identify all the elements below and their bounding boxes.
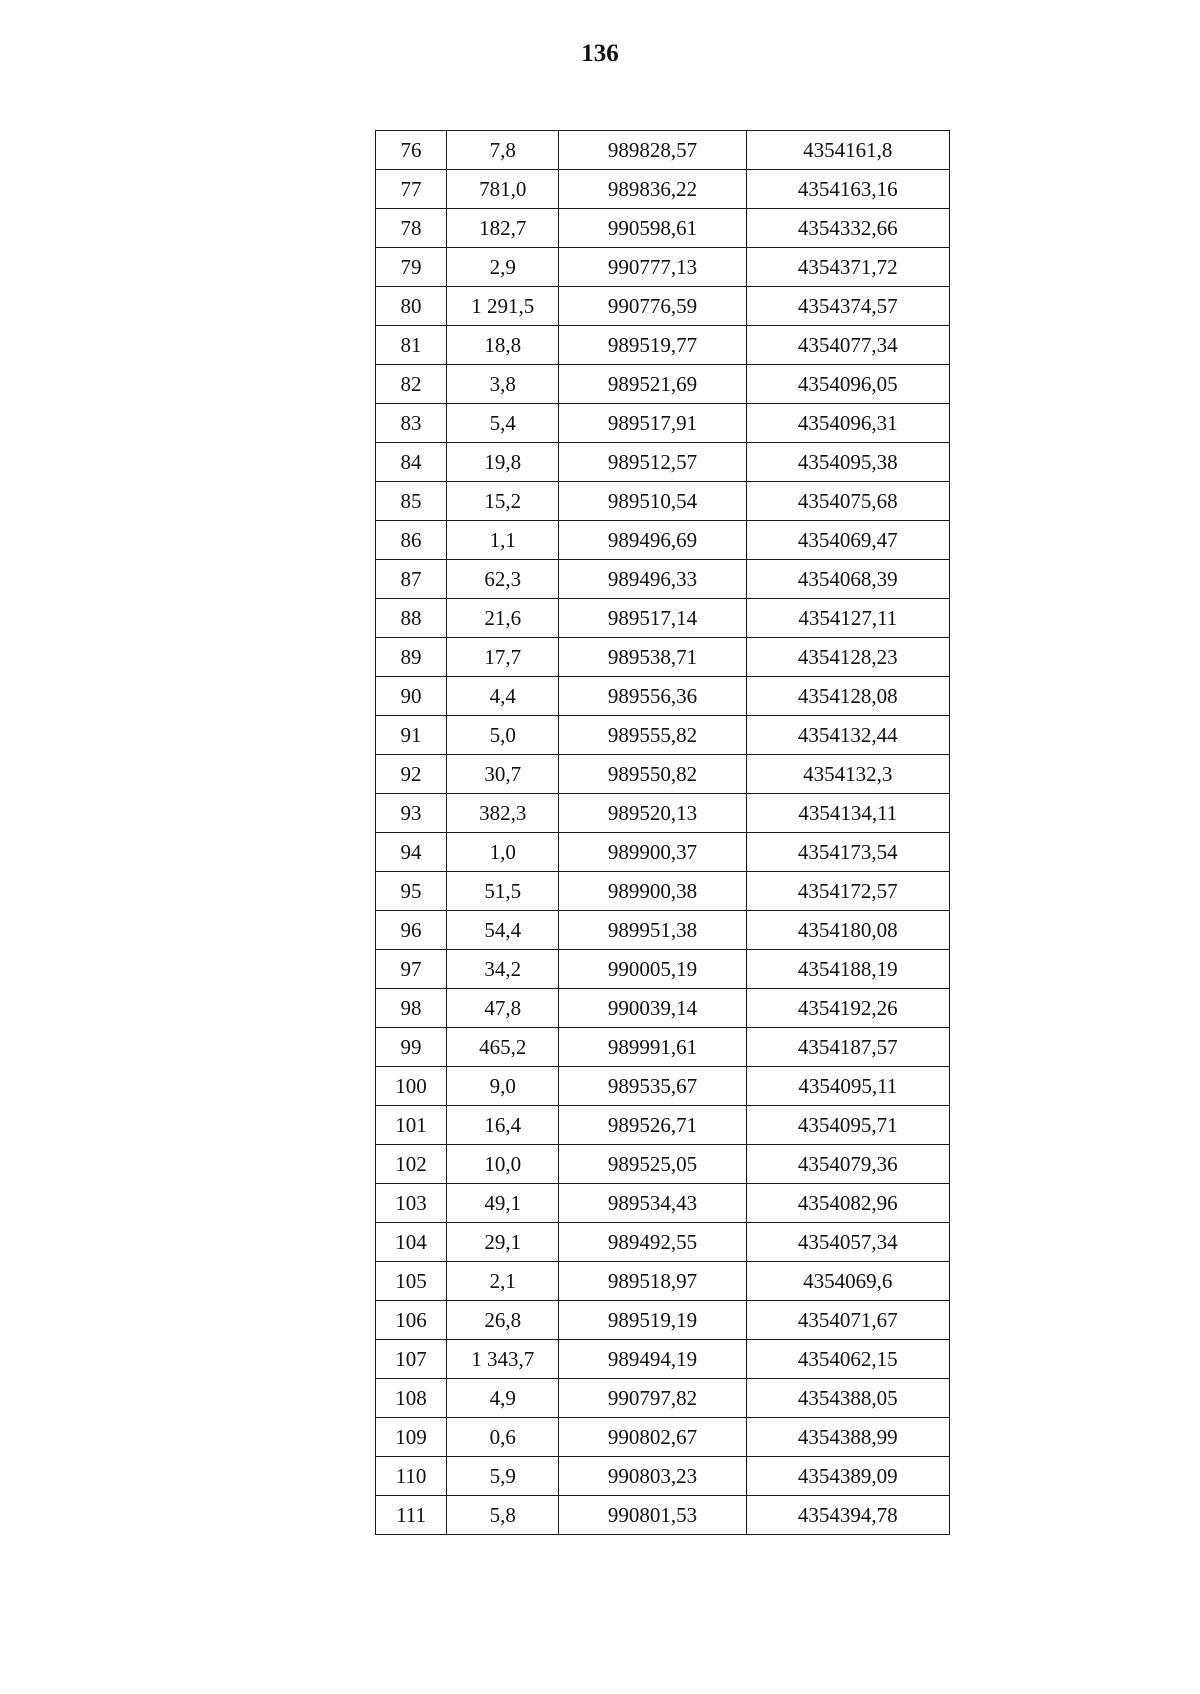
- table-row: [376, 170, 950, 209]
- row-number-cell: 77: [376, 170, 447, 209]
- y-coordinate-cell: 4354389,09: [746, 1457, 949, 1496]
- y-coordinate-cell: 4354188,19: [746, 950, 949, 989]
- x-coordinate-cell: 989519,77: [559, 326, 746, 365]
- x-coordinate-cell: 990801,53: [559, 1496, 746, 1535]
- row-number-cell: 102: [376, 1145, 447, 1184]
- x-coordinate-cell: 989900,38: [559, 872, 746, 911]
- x-coordinate-cell: 989492,55: [559, 1223, 746, 1262]
- value-cell: 0,6: [447, 1418, 559, 1457]
- row-number-cell: 90: [376, 677, 447, 716]
- row-number-cell: 89: [376, 638, 447, 677]
- x-coordinate-cell: 990802,67: [559, 1418, 746, 1457]
- x-coordinate-cell: 989517,91: [559, 404, 746, 443]
- row-number-cell: 78: [376, 209, 447, 248]
- coordinates-table: [375, 130, 950, 1535]
- row-number-cell: 95: [376, 872, 447, 911]
- x-coordinate-cell: 989538,71: [559, 638, 746, 677]
- table-row: [376, 1379, 950, 1418]
- value-cell: 29,1: [447, 1223, 559, 1262]
- table-row: [376, 1145, 950, 1184]
- x-coordinate-cell: 989900,37: [559, 833, 746, 872]
- x-coordinate-cell: 990039,14: [559, 989, 746, 1028]
- table-row: [376, 950, 950, 989]
- table-row: [376, 326, 950, 365]
- y-coordinate-cell: 4354127,11: [746, 599, 949, 638]
- row-number-cell: 105: [376, 1262, 447, 1301]
- value-cell: 182,7: [447, 209, 559, 248]
- table-row: [376, 1301, 950, 1340]
- y-coordinate-cell: 4354374,57: [746, 287, 949, 326]
- table-row: [376, 248, 950, 287]
- value-cell: 34,2: [447, 950, 559, 989]
- y-coordinate-cell: 4354172,57: [746, 872, 949, 911]
- x-coordinate-cell: 990598,61: [559, 209, 746, 248]
- y-coordinate-cell: 4354161,8: [746, 131, 949, 170]
- x-coordinate-cell: 989520,13: [559, 794, 746, 833]
- table-body: [376, 131, 950, 1535]
- y-coordinate-cell: 4354180,08: [746, 911, 949, 950]
- value-cell: 4,4: [447, 677, 559, 716]
- x-coordinate-cell: 989556,36: [559, 677, 746, 716]
- table-row: [376, 1106, 950, 1145]
- value-cell: 16,4: [447, 1106, 559, 1145]
- x-coordinate-cell: 989517,14: [559, 599, 746, 638]
- table-row: [376, 872, 950, 911]
- row-number-cell: 99: [376, 1028, 447, 1067]
- table-row: [376, 404, 950, 443]
- value-cell: 51,5: [447, 872, 559, 911]
- row-number-cell: 82: [376, 365, 447, 404]
- y-coordinate-cell: 4354132,3: [746, 755, 949, 794]
- x-coordinate-cell: 989534,43: [559, 1184, 746, 1223]
- table-row: [376, 794, 950, 833]
- y-coordinate-cell: 4354128,23: [746, 638, 949, 677]
- y-coordinate-cell: 4354096,05: [746, 365, 949, 404]
- y-coordinate-cell: 4354062,15: [746, 1340, 949, 1379]
- row-number-cell: 81: [376, 326, 447, 365]
- y-coordinate-cell: 4354394,78: [746, 1496, 949, 1535]
- value-cell: 9,0: [447, 1067, 559, 1106]
- y-coordinate-cell: 4354173,54: [746, 833, 949, 872]
- value-cell: 2,1: [447, 1262, 559, 1301]
- value-cell: 54,4: [447, 911, 559, 950]
- row-number-cell: 109: [376, 1418, 447, 1457]
- y-coordinate-cell: 4354095,38: [746, 443, 949, 482]
- table-row: [376, 1418, 950, 1457]
- row-number-cell: 100: [376, 1067, 447, 1106]
- value-cell: 19,8: [447, 443, 559, 482]
- page-number: 136: [581, 40, 619, 67]
- value-cell: 17,7: [447, 638, 559, 677]
- x-coordinate-cell: 989519,19: [559, 1301, 746, 1340]
- value-cell: 2,9: [447, 248, 559, 287]
- table-row: [376, 1496, 950, 1535]
- row-number-cell: 104: [376, 1223, 447, 1262]
- table-row: [376, 1262, 950, 1301]
- row-number-cell: 110: [376, 1457, 447, 1496]
- table-row: [376, 1340, 950, 1379]
- y-coordinate-cell: 4354079,36: [746, 1145, 949, 1184]
- x-coordinate-cell: 989518,97: [559, 1262, 746, 1301]
- y-coordinate-cell: 4354134,11: [746, 794, 949, 833]
- row-number-cell: 86: [376, 521, 447, 560]
- x-coordinate-cell: 989951,38: [559, 911, 746, 950]
- y-coordinate-cell: 4354075,68: [746, 482, 949, 521]
- x-coordinate-cell: 989512,57: [559, 443, 746, 482]
- table-row: [376, 716, 950, 755]
- x-coordinate-cell: 990803,23: [559, 1457, 746, 1496]
- row-number-cell: 106: [376, 1301, 447, 1340]
- x-coordinate-cell: 989496,33: [559, 560, 746, 599]
- y-coordinate-cell: 4354388,05: [746, 1379, 949, 1418]
- row-number-cell: 88: [376, 599, 447, 638]
- value-cell: 49,1: [447, 1184, 559, 1223]
- y-coordinate-cell: 4354069,6: [746, 1262, 949, 1301]
- x-coordinate-cell: 990797,82: [559, 1379, 746, 1418]
- x-coordinate-cell: 990777,13: [559, 248, 746, 287]
- x-coordinate-cell: 989828,57: [559, 131, 746, 170]
- value-cell: 62,3: [447, 560, 559, 599]
- table-row: [376, 1457, 950, 1496]
- y-coordinate-cell: 4354069,47: [746, 521, 949, 560]
- row-number-cell: 108: [376, 1379, 447, 1418]
- row-number-cell: 91: [376, 716, 447, 755]
- x-coordinate-cell: 989991,61: [559, 1028, 746, 1067]
- y-coordinate-cell: 4354187,57: [746, 1028, 949, 1067]
- value-cell: 5,4: [447, 404, 559, 443]
- row-number-cell: 96: [376, 911, 447, 950]
- table-row: [376, 989, 950, 1028]
- value-cell: 1 343,7: [447, 1340, 559, 1379]
- x-coordinate-cell: 989525,05: [559, 1145, 746, 1184]
- value-cell: 465,2: [447, 1028, 559, 1067]
- row-number-cell: 103: [376, 1184, 447, 1223]
- x-coordinate-cell: 989496,69: [559, 521, 746, 560]
- y-coordinate-cell: 4354163,16: [746, 170, 949, 209]
- value-cell: 5,9: [447, 1457, 559, 1496]
- y-coordinate-cell: 4354128,08: [746, 677, 949, 716]
- y-coordinate-cell: 4354132,44: [746, 716, 949, 755]
- value-cell: 26,8: [447, 1301, 559, 1340]
- y-coordinate-cell: 4354095,11: [746, 1067, 949, 1106]
- y-coordinate-cell: 4354095,71: [746, 1106, 949, 1145]
- row-number-cell: 84: [376, 443, 447, 482]
- value-cell: 5,8: [447, 1496, 559, 1535]
- table-row: [376, 677, 950, 716]
- value-cell: 7,8: [447, 131, 559, 170]
- value-cell: 382,3: [447, 794, 559, 833]
- table-row: [376, 482, 950, 521]
- value-cell: 1,0: [447, 833, 559, 872]
- table-row: [376, 638, 950, 677]
- row-number-cell: 80: [376, 287, 447, 326]
- row-number-cell: 76: [376, 131, 447, 170]
- table-row: [376, 560, 950, 599]
- x-coordinate-cell: 989535,67: [559, 1067, 746, 1106]
- value-cell: 47,8: [447, 989, 559, 1028]
- table-row: [376, 287, 950, 326]
- value-cell: 781,0: [447, 170, 559, 209]
- row-number-cell: 98: [376, 989, 447, 1028]
- row-number-cell: 92: [376, 755, 447, 794]
- table-row: [376, 365, 950, 404]
- row-number-cell: 83: [376, 404, 447, 443]
- row-number-cell: 111: [376, 1496, 447, 1535]
- row-number-cell: 87: [376, 560, 447, 599]
- y-coordinate-cell: 4354077,34: [746, 326, 949, 365]
- value-cell: 3,8: [447, 365, 559, 404]
- table-row: [376, 911, 950, 950]
- row-number-cell: 93: [376, 794, 447, 833]
- row-number-cell: 94: [376, 833, 447, 872]
- y-coordinate-cell: 4354371,72: [746, 248, 949, 287]
- y-coordinate-cell: 4354057,34: [746, 1223, 949, 1262]
- table-row: [376, 599, 950, 638]
- table-row: [376, 443, 950, 482]
- table-row: [376, 1184, 950, 1223]
- x-coordinate-cell: 989521,69: [559, 365, 746, 404]
- value-cell: 1 291,5: [447, 287, 559, 326]
- y-coordinate-cell: 4354096,31: [746, 404, 949, 443]
- row-number-cell: 101: [376, 1106, 447, 1145]
- table-row: [376, 1028, 950, 1067]
- y-coordinate-cell: 4354192,26: [746, 989, 949, 1028]
- y-coordinate-cell: 4354068,39: [746, 560, 949, 599]
- x-coordinate-cell: 989555,82: [559, 716, 746, 755]
- x-coordinate-cell: 989510,54: [559, 482, 746, 521]
- row-number-cell: 79: [376, 248, 447, 287]
- x-coordinate-cell: 989494,19: [559, 1340, 746, 1379]
- value-cell: 21,6: [447, 599, 559, 638]
- y-coordinate-cell: 4354332,66: [746, 209, 949, 248]
- value-cell: 10,0: [447, 1145, 559, 1184]
- table-row: [376, 131, 950, 170]
- y-coordinate-cell: 4354388,99: [746, 1418, 949, 1457]
- value-cell: 18,8: [447, 326, 559, 365]
- value-cell: 30,7: [447, 755, 559, 794]
- row-number-cell: 85: [376, 482, 447, 521]
- table-row: [376, 755, 950, 794]
- table-row: [376, 1223, 950, 1262]
- value-cell: 5,0: [447, 716, 559, 755]
- table-row: [376, 833, 950, 872]
- value-cell: 1,1: [447, 521, 559, 560]
- value-cell: 4,9: [447, 1379, 559, 1418]
- table-row: [376, 209, 950, 248]
- value-cell: 15,2: [447, 482, 559, 521]
- table-row: [376, 1067, 950, 1106]
- x-coordinate-cell: 989550,82: [559, 755, 746, 794]
- row-number-cell: 107: [376, 1340, 447, 1379]
- y-coordinate-cell: 4354082,96: [746, 1184, 949, 1223]
- x-coordinate-cell: 990776,59: [559, 287, 746, 326]
- row-number-cell: 97: [376, 950, 447, 989]
- table-row: [376, 521, 950, 560]
- x-coordinate-cell: 990005,19: [559, 950, 746, 989]
- y-coordinate-cell: 4354071,67: [746, 1301, 949, 1340]
- x-coordinate-cell: 989836,22: [559, 170, 746, 209]
- x-coordinate-cell: 989526,71: [559, 1106, 746, 1145]
